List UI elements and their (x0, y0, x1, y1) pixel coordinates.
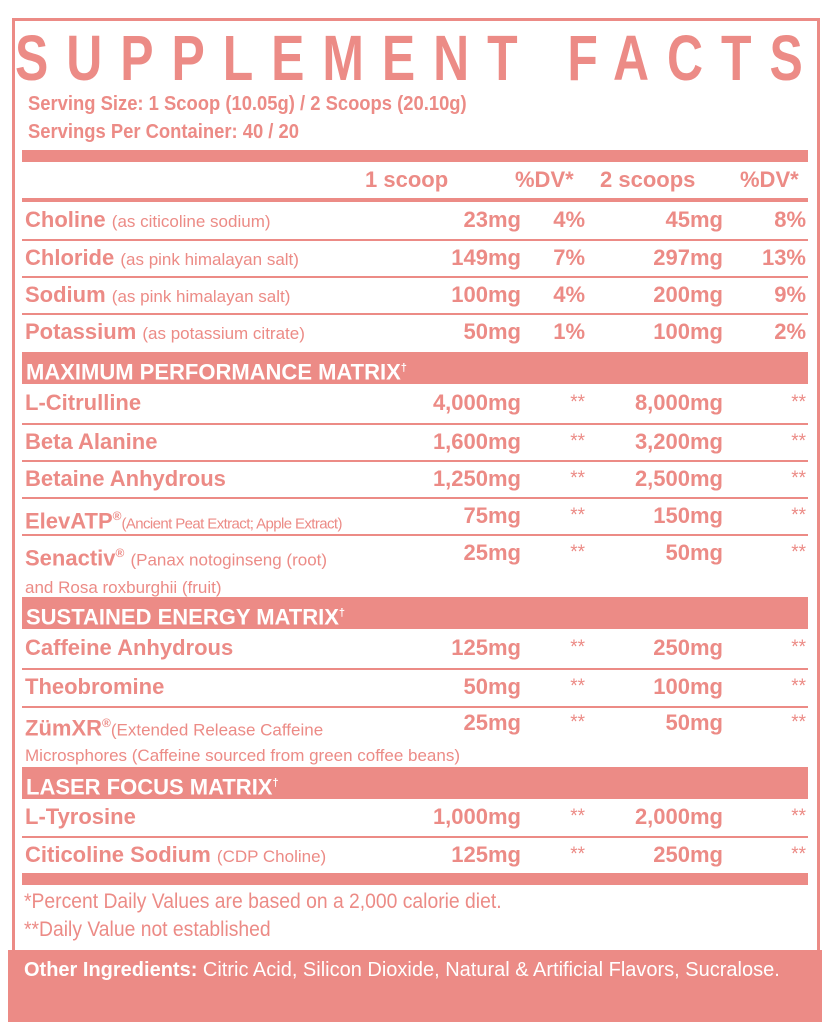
dv-2-scoops: ** (791, 468, 806, 489)
amount-1-scoop: 1,600mg (432, 429, 521, 454)
amount-1-scoop: 25mg (463, 710, 521, 735)
registered-mark: ® (115, 546, 125, 560)
amount-2-scoops: 200mg (653, 282, 723, 307)
amount-1-scoop: 149mg (451, 245, 521, 270)
amount-2-scoops: 100mg (653, 674, 723, 699)
amount-2-scoops: 297mg (653, 245, 723, 270)
dv-1-scoop: ** (570, 637, 585, 658)
dv-2-scoops: ** (791, 676, 806, 697)
ingredient-detail-line2: Microsphores (Caffeine sourced from green coffee beans) (25, 746, 460, 766)
section-header-focus: LASER FOCUS MATRIX† (22, 767, 808, 799)
nutrient-name: Sodium (25, 282, 106, 307)
ingredient-detail: (Panax notoginseng (root) (130, 550, 328, 570)
ingredient-name: Caffeine Anhydrous (25, 635, 234, 660)
amount-2-scoops: 2,500mg (634, 466, 723, 491)
ingredient-name: Senactiv (25, 545, 116, 571)
registered-mark: ® (112, 509, 122, 523)
amount-1-scoop: 25mg (463, 540, 521, 565)
ingredient-detail: (Ancient Peat Extract; Apple Extract) (121, 515, 342, 533)
amount-1-scoop: 125mg (451, 842, 521, 867)
other-ingredients-label: Other Ingredients: (24, 959, 198, 981)
ingredient-name: Theobromine (25, 674, 165, 699)
dv-1-scoop: ** (570, 676, 585, 697)
amount-2-scoops: 250mg (653, 842, 723, 867)
dv-1-scoop: 4% (553, 207, 585, 232)
ingredient-name: Citicoline Sodium (25, 842, 211, 867)
ingredient-row (22, 462, 808, 498)
footnote-not-established: **Daily Value not established (24, 918, 271, 941)
amount-2-scoops: 100mg (653, 319, 723, 344)
nutrient-name: Potassium (25, 319, 137, 344)
ingredient-name: ZümXR (25, 715, 102, 741)
nutrient-detail: (as potassium citrate) (142, 324, 305, 343)
dv-1-scoop: 7% (553, 245, 585, 270)
nutrient-row (22, 315, 808, 351)
ingredient-name: L-Tyrosine (25, 804, 136, 829)
servings-per-container: Servings Per Container: 40 / 20 (28, 121, 299, 143)
dv-1-scoop: ** (570, 806, 585, 827)
dv-1-scoop: 1% (553, 319, 585, 344)
ingredient-row (22, 838, 808, 874)
ingredient-name: Betaine Anhydrous (25, 466, 226, 491)
amount-2-scoops: 50mg (665, 540, 723, 565)
nutrient-detail: (as citicoline sodium) (111, 212, 271, 231)
section-header-energy: SUSTAINED ENERGY MATRIX† (22, 597, 808, 629)
dv-1-scoop: ** (570, 431, 585, 452)
dv-1-scoop: ** (570, 712, 585, 733)
dv-2-scoops: ** (791, 712, 806, 733)
amount-2-scoops: 250mg (653, 635, 723, 660)
nutrient-name: Choline (25, 207, 106, 232)
col-header-dv2: %DV* (740, 167, 799, 192)
dv-2-scoops: ** (791, 431, 806, 452)
nutrient-row (22, 241, 808, 277)
dv-1-scoop: ** (570, 468, 585, 489)
col-header-2-scoops: 2 scoops (600, 167, 696, 192)
nutrient-detail: (as pink himalayan salt) (111, 287, 291, 306)
ingredient-row (22, 708, 808, 766)
nutrient-detail: (as pink himalayan salt) (120, 250, 299, 269)
panel-title: SUPPLEMENT FACTS (15, 22, 821, 94)
footnote-dv: *Percent Daily Values are based on a 2,000 calorie diet. (24, 890, 502, 913)
ingredient-row (22, 386, 808, 422)
ingredient-name: ElevATP (25, 508, 113, 534)
amount-2-scoops: 150mg (653, 503, 723, 528)
amount-1-scoop: 50mg (463, 319, 521, 344)
dv-2-scoops: ** (791, 637, 806, 658)
dagger-mark: † (272, 777, 279, 789)
dv-2-scoops: ** (791, 392, 806, 413)
divider (22, 198, 808, 202)
nutrient-row (22, 278, 808, 314)
amount-1-scoop: 125mg (451, 635, 521, 660)
ingredient-row (22, 499, 808, 535)
dv-2-scoops: 8% (774, 207, 806, 232)
amount-2-scoops: 2,000mg (634, 804, 723, 829)
ingredient-row (22, 631, 808, 667)
divider-thick (22, 150, 808, 162)
dagger-mark: † (400, 362, 407, 374)
dv-1-scoop: 4% (553, 282, 585, 307)
dv-2-scoops: 9% (774, 282, 806, 307)
amount-1-scoop: 4,000mg (432, 390, 521, 415)
dv-2-scoops: ** (791, 542, 806, 563)
dv-2-scoops: 13% (761, 245, 806, 270)
ingredient-row (22, 425, 808, 461)
amount-1-scoop: 23mg (463, 207, 521, 232)
dv-1-scoop: ** (570, 844, 585, 865)
serving-size: Serving Size: 1 Scoop (10.05g) / 2 Scoops (20.10g) (28, 93, 467, 115)
ingredient-detail: (CDP Choline) (216, 847, 327, 866)
serving-info (28, 90, 467, 146)
nutrient-name: Chloride (25, 245, 115, 270)
dv-1-scoop: ** (570, 505, 585, 526)
amount-1-scoop: 1,250mg (432, 466, 521, 491)
dv-2-scoops: 2% (774, 319, 806, 344)
nutrient-row (22, 203, 808, 239)
dv-1-scoop: ** (570, 392, 585, 413)
dv-2-scoops: ** (791, 844, 806, 865)
ingredient-row (22, 536, 808, 598)
amount-2-scoops: 50mg (665, 710, 723, 735)
amount-1-scoop: 50mg (463, 674, 521, 699)
amount-1-scoop: 1,000mg (432, 804, 521, 829)
other-ingredients-text: Citric Acid, Silicon Dioxide, Natural & Artificial Flavors, Sucralose. (197, 959, 780, 981)
dv-2-scoops: ** (791, 505, 806, 526)
ingredient-name: L-Citrulline (25, 390, 142, 415)
amount-1-scoop: 75mg (463, 503, 521, 528)
ingredient-row (22, 670, 808, 706)
ingredient-detail-line2: and Rosa roxburghii (fruit) (25, 578, 222, 598)
ingredient-name: Beta Alanine (25, 429, 158, 454)
col-header-1-scoop: 1 scoop (365, 167, 449, 192)
other-ingredients (8, 950, 822, 1022)
ingredient-row (22, 800, 808, 836)
registered-mark: ® (102, 716, 111, 730)
amount-1-scoop: 100mg (451, 282, 521, 307)
amount-2-scoops: 3,200mg (634, 429, 723, 454)
amount-2-scoops: 45mg (665, 207, 723, 232)
dv-2-scoops: ** (791, 806, 806, 827)
divider-thick (22, 873, 808, 885)
amount-2-scoops: 8,000mg (634, 390, 723, 415)
ingredient-detail: (Extended Release Caffeine (110, 720, 324, 740)
dagger-mark: † (338, 607, 346, 619)
section-header-performance: MAXIMUM PERFORMANCE MATRIX† (22, 352, 808, 384)
col-header-dv1: %DV* (515, 167, 574, 192)
dv-1-scoop: ** (570, 542, 585, 563)
